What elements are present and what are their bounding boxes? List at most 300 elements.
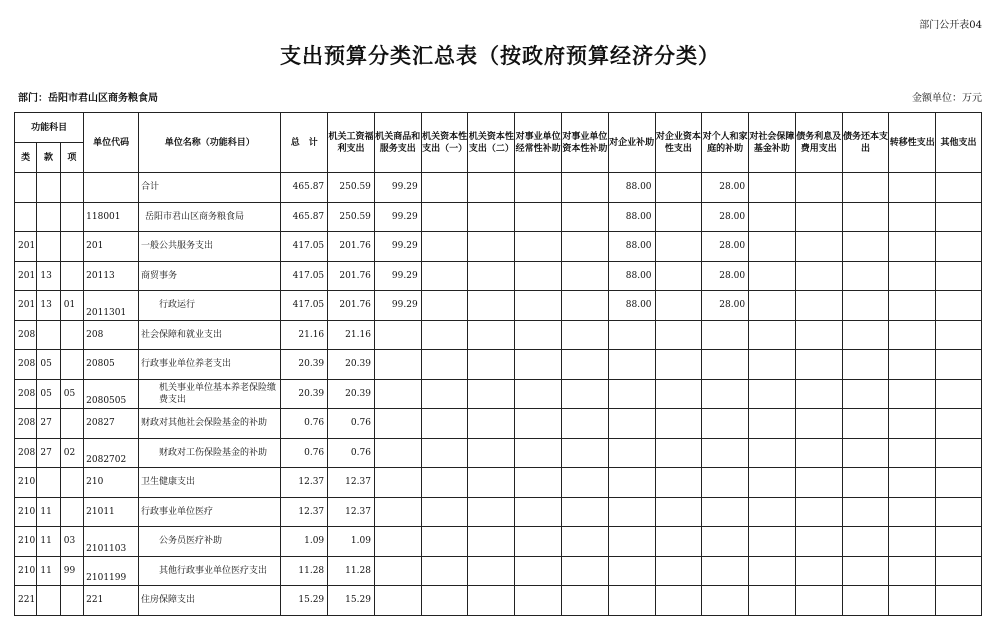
amount-cell xyxy=(655,409,702,439)
unit-code-cell: 210 xyxy=(84,468,139,498)
amount-cell xyxy=(421,173,468,203)
amount-cell xyxy=(515,497,562,527)
amount-cell xyxy=(889,291,936,321)
amount-cell: 88.00 xyxy=(608,291,655,321)
amount-cell xyxy=(842,438,889,468)
unit-code-cell: 201 xyxy=(84,232,139,262)
amount-cell xyxy=(515,586,562,616)
table-row xyxy=(15,527,982,557)
total-cell: 1.09 xyxy=(281,527,328,557)
table-row xyxy=(15,350,982,380)
kuan-cell: 05 xyxy=(37,350,60,380)
amount-cell xyxy=(702,586,749,616)
amount-cell xyxy=(842,261,889,291)
unit-name-cell: 社会保障和就业支出 xyxy=(139,320,281,350)
amount-cell xyxy=(749,261,796,291)
unit-name-cell: 财政对其他社会保险基金的补助 xyxy=(139,409,281,439)
amount-cell xyxy=(655,320,702,350)
amount-cell: 201.76 xyxy=(328,232,375,262)
amount-cell xyxy=(421,350,468,380)
amount-cell xyxy=(374,438,421,468)
amount-cell xyxy=(936,556,982,586)
amount-cell xyxy=(421,497,468,527)
amount-cell xyxy=(889,261,936,291)
amount-cell xyxy=(795,202,842,232)
amount-cell xyxy=(561,232,608,262)
xiang-cell xyxy=(60,409,83,439)
unit-code-cell: 20805 xyxy=(84,350,139,380)
expenditure-summary-table xyxy=(14,112,982,616)
kuan-header: 款 xyxy=(37,143,60,173)
unit-name-cell: 行政运行 xyxy=(139,291,281,321)
amount-cell xyxy=(421,586,468,616)
total-cell: 21.16 xyxy=(281,320,328,350)
col-header: 对社会保障基金补助 xyxy=(749,113,796,173)
amount-cell xyxy=(468,438,515,468)
amount-cell: 250.59 xyxy=(328,202,375,232)
total-cell: 0.76 xyxy=(281,409,328,439)
total-cell: 0.76 xyxy=(281,438,328,468)
amount-cell xyxy=(936,468,982,498)
col-header: 债务利息及费用支出 xyxy=(795,113,842,173)
amount-cell xyxy=(468,497,515,527)
amount-cell xyxy=(702,556,749,586)
amount-cell xyxy=(561,261,608,291)
amount-cell xyxy=(795,261,842,291)
amount-cell xyxy=(468,379,515,409)
amount-cell xyxy=(889,527,936,557)
xiang-cell xyxy=(60,173,83,203)
amount-cell xyxy=(468,527,515,557)
amount-cell xyxy=(655,202,702,232)
amount-cell xyxy=(421,438,468,468)
unit-code-cell: 118001 xyxy=(84,202,139,232)
amount-cell xyxy=(795,379,842,409)
amount-cell xyxy=(889,468,936,498)
unit-code-cell: 20827 xyxy=(84,409,139,439)
total-cell: 20.39 xyxy=(281,350,328,380)
amount-cell xyxy=(374,379,421,409)
unit-code-cell: 221 xyxy=(84,586,139,616)
table-row xyxy=(15,173,982,203)
table-row xyxy=(15,438,982,468)
amount-cell xyxy=(795,468,842,498)
amount-cell xyxy=(936,291,982,321)
amount-cell xyxy=(702,468,749,498)
unit-name-cell: 行政事业单位养老支出 xyxy=(139,350,281,380)
kuan-cell: 13 xyxy=(37,291,60,321)
amount-cell xyxy=(749,438,796,468)
amount-cell xyxy=(889,586,936,616)
total-cell: 417.05 xyxy=(281,291,328,321)
amount-cell xyxy=(936,586,982,616)
amount-cell xyxy=(561,586,608,616)
amount-cell xyxy=(374,497,421,527)
lei-cell: 210 xyxy=(15,497,37,527)
amount-cell xyxy=(608,409,655,439)
amount-cell xyxy=(795,232,842,262)
amount-cell xyxy=(608,586,655,616)
kuan-cell: 05 xyxy=(37,379,60,409)
total-cell: 12.37 xyxy=(281,468,328,498)
amount-cell xyxy=(842,350,889,380)
kuan-cell xyxy=(37,202,60,232)
amount-cell xyxy=(561,350,608,380)
amount-cell xyxy=(468,173,515,203)
amount-cell xyxy=(515,438,562,468)
amount-cell xyxy=(702,320,749,350)
amount-cell xyxy=(608,438,655,468)
col-header: 机关商品和服务支出 xyxy=(374,113,421,173)
amount-cell xyxy=(655,527,702,557)
amount-cell xyxy=(515,468,562,498)
amount-cell xyxy=(749,232,796,262)
amount-cell: 28.00 xyxy=(702,291,749,321)
amount-cell xyxy=(655,291,702,321)
lei-cell: 208 xyxy=(15,350,37,380)
lei-cell: 201 xyxy=(15,291,37,321)
lei-cell: 201 xyxy=(15,261,37,291)
total-cell: 417.05 xyxy=(281,232,328,262)
lei-cell: 210 xyxy=(15,468,37,498)
amount-cell xyxy=(749,409,796,439)
amount-cell xyxy=(374,586,421,616)
amount-cell xyxy=(561,409,608,439)
table-row xyxy=(15,261,982,291)
amount-cell xyxy=(795,527,842,557)
table-row xyxy=(15,586,982,616)
amount-cell xyxy=(421,556,468,586)
amount-cell xyxy=(936,232,982,262)
amount-cell xyxy=(749,173,796,203)
amount-cell xyxy=(421,379,468,409)
kuan-cell: 27 xyxy=(37,438,60,468)
amount-cell: 0.76 xyxy=(328,438,375,468)
unit-code-cell: 2082702 xyxy=(84,438,139,468)
amount-cell xyxy=(795,438,842,468)
col-header: 对个人和家庭的补助 xyxy=(702,113,749,173)
table-body xyxy=(15,173,982,616)
col-header: 机关资本性支出（二） xyxy=(468,113,515,173)
unit-code-cell: 21011 xyxy=(84,497,139,527)
total-cell: 11.28 xyxy=(281,556,328,586)
amount-cell xyxy=(421,232,468,262)
amount-cell xyxy=(795,586,842,616)
unit-code-cell: 2080505 xyxy=(84,379,139,409)
col-header: 其他支出 xyxy=(936,113,982,173)
amount-cell xyxy=(702,497,749,527)
xiang-header: 项 xyxy=(60,143,83,173)
table-row xyxy=(15,232,982,262)
amount-cell xyxy=(374,468,421,498)
amount-cell xyxy=(561,202,608,232)
col-header: 对企业补助 xyxy=(608,113,655,173)
amount-cell xyxy=(749,202,796,232)
amount-cell xyxy=(468,261,515,291)
lei-cell: 208 xyxy=(15,320,37,350)
amount-cell: 12.37 xyxy=(328,497,375,527)
amount-cell xyxy=(842,468,889,498)
unit-name-cell: 财政对工伤保险基金的补助 xyxy=(139,438,281,468)
kuan-cell: 11 xyxy=(37,556,60,586)
amount-cell xyxy=(749,350,796,380)
amount-cell xyxy=(936,350,982,380)
kuan-cell: 11 xyxy=(37,497,60,527)
amount-cell xyxy=(655,261,702,291)
amount-cell xyxy=(702,409,749,439)
unit-name-header: 单位名称（功能科目） xyxy=(139,113,281,173)
total-header: 总 计 xyxy=(281,113,328,173)
amount-cell xyxy=(515,527,562,557)
amount-cell xyxy=(889,497,936,527)
unit-name-cell: 机关事业单位基本养老保险缴费支出 xyxy=(139,379,281,409)
form-number: 部门公开表04 xyxy=(919,20,982,31)
amount-cell: 11.28 xyxy=(328,556,375,586)
amount-cell xyxy=(468,291,515,321)
col-header: 对事业单位经常性补助 xyxy=(515,113,562,173)
amount-cell xyxy=(889,173,936,203)
amount-cell xyxy=(561,438,608,468)
col-header: 对事业单位资本性补助 xyxy=(561,113,608,173)
unit-name-cell: 其他行政事业单位医疗支出 xyxy=(139,556,281,586)
amount-cell xyxy=(515,261,562,291)
amount-cell xyxy=(655,586,702,616)
amount-cell: 99.29 xyxy=(374,291,421,321)
amount-cell xyxy=(374,527,421,557)
amount-cell: 250.59 xyxy=(328,173,375,203)
amount-cell xyxy=(561,379,608,409)
amount-cell: 201.76 xyxy=(328,261,375,291)
kuan-cell xyxy=(37,468,60,498)
xiang-cell: 03 xyxy=(60,527,83,557)
amount-cell xyxy=(936,438,982,468)
amount-cell xyxy=(889,232,936,262)
amount-cell xyxy=(421,468,468,498)
amount-cell xyxy=(749,497,796,527)
amount-cell: 12.37 xyxy=(328,468,375,498)
total-cell: 465.87 xyxy=(281,173,328,203)
amount-cell: 88.00 xyxy=(608,202,655,232)
amount-cell xyxy=(842,379,889,409)
kuan-cell xyxy=(37,586,60,616)
amount-cell xyxy=(889,350,936,380)
amount-cell xyxy=(795,291,842,321)
xiang-cell xyxy=(60,232,83,262)
amount-cell: 201.76 xyxy=(328,291,375,321)
amount-cell xyxy=(795,320,842,350)
kuan-cell xyxy=(37,320,60,350)
table-row xyxy=(15,379,982,409)
amount-cell xyxy=(749,379,796,409)
amount-cell xyxy=(655,556,702,586)
amount-cell xyxy=(936,527,982,557)
amount-cell: 88.00 xyxy=(608,261,655,291)
col-header: 机关工资福利支出 xyxy=(328,113,375,173)
amount-cell xyxy=(842,320,889,350)
unit-code-header: 单位代码 xyxy=(84,113,139,173)
amount-cell xyxy=(842,586,889,616)
amount-cell xyxy=(936,409,982,439)
amount-cell xyxy=(655,350,702,380)
amount-cell xyxy=(561,320,608,350)
kuan-cell: 27 xyxy=(37,409,60,439)
amount-cell xyxy=(702,350,749,380)
lei-cell: 208 xyxy=(15,409,37,439)
amount-cell xyxy=(374,409,421,439)
amount-cell xyxy=(421,320,468,350)
amount-cell xyxy=(655,438,702,468)
amount-cell xyxy=(842,409,889,439)
amount-cell xyxy=(374,350,421,380)
page-title: 支出预算分类汇总表（按政府预算经济分类） xyxy=(280,44,720,68)
amount-cell xyxy=(889,556,936,586)
amount-cell xyxy=(936,261,982,291)
amount-cell xyxy=(421,261,468,291)
amount-cell xyxy=(515,202,562,232)
amount-cell xyxy=(515,409,562,439)
amount-cell xyxy=(749,556,796,586)
unit-name-cell: 一般公共服务支出 xyxy=(139,232,281,262)
amount-cell xyxy=(655,173,702,203)
lei-cell: 210 xyxy=(15,527,37,557)
amount-cell xyxy=(936,379,982,409)
amount-cell: 99.29 xyxy=(374,202,421,232)
amount-cell xyxy=(795,556,842,586)
amount-cell xyxy=(468,586,515,616)
amount-cell xyxy=(842,527,889,557)
amount-cell xyxy=(561,468,608,498)
kuan-cell xyxy=(37,232,60,262)
amount-cell: 99.29 xyxy=(374,261,421,291)
table-row xyxy=(15,497,982,527)
amount-cell xyxy=(702,379,749,409)
unit-code-cell: 2011301 xyxy=(84,291,139,321)
amount-unit-label: 金额单位：万元 xyxy=(912,93,982,104)
amount-cell: 20.39 xyxy=(328,350,375,380)
amount-cell xyxy=(515,320,562,350)
table-row xyxy=(15,468,982,498)
amount-cell xyxy=(515,232,562,262)
amount-cell xyxy=(468,556,515,586)
total-cell: 15.29 xyxy=(281,586,328,616)
amount-cell xyxy=(515,350,562,380)
amount-cell xyxy=(468,232,515,262)
kuan-cell xyxy=(37,173,60,203)
amount-cell xyxy=(889,320,936,350)
total-cell: 417.05 xyxy=(281,261,328,291)
unit-name-cell: 合计 xyxy=(139,173,281,203)
amount-cell xyxy=(795,173,842,203)
lei-cell xyxy=(15,202,37,232)
xiang-cell xyxy=(60,320,83,350)
xiang-cell xyxy=(60,468,83,498)
lei-cell: 208 xyxy=(15,379,37,409)
xiang-cell xyxy=(60,586,83,616)
amount-cell xyxy=(468,320,515,350)
amount-cell xyxy=(842,202,889,232)
amount-cell xyxy=(608,350,655,380)
func-subject-header: 功能科目 xyxy=(15,113,84,143)
col-header: 对企业资本性支出 xyxy=(655,113,702,173)
xiang-cell: 01 xyxy=(60,291,83,321)
kuan-cell: 11 xyxy=(37,527,60,557)
table-row xyxy=(15,320,982,350)
table-row xyxy=(15,291,982,321)
amount-cell xyxy=(936,497,982,527)
amount-cell xyxy=(702,527,749,557)
amount-cell xyxy=(936,320,982,350)
amount-cell xyxy=(749,320,796,350)
kuan-cell: 13 xyxy=(37,261,60,291)
amount-cell xyxy=(655,468,702,498)
lei-header: 类 xyxy=(15,143,37,173)
amount-cell xyxy=(515,291,562,321)
amount-cell: 15.29 xyxy=(328,586,375,616)
total-cell: 12.37 xyxy=(281,497,328,527)
amount-cell xyxy=(374,320,421,350)
col-header: 转移性支出 xyxy=(889,113,936,173)
total-cell: 465.87 xyxy=(281,202,328,232)
amount-cell xyxy=(842,291,889,321)
amount-cell xyxy=(608,556,655,586)
unit-name-cell: 商贸事务 xyxy=(139,261,281,291)
amount-cell xyxy=(608,379,655,409)
amount-cell xyxy=(608,497,655,527)
amount-cell: 1.09 xyxy=(328,527,375,557)
unit-code-cell: 2101103 xyxy=(84,527,139,557)
amount-cell: 88.00 xyxy=(608,232,655,262)
amount-cell xyxy=(374,556,421,586)
unit-name-cell: 住房保障支出 xyxy=(139,586,281,616)
unit-code-cell: 2101199 xyxy=(84,556,139,586)
amount-cell xyxy=(655,379,702,409)
amount-cell xyxy=(608,320,655,350)
amount-cell xyxy=(702,438,749,468)
amount-cell xyxy=(515,379,562,409)
lei-cell: 201 xyxy=(15,232,37,262)
department-label: 部门：岳阳市君山区商务粮食局 xyxy=(18,93,158,104)
amount-cell xyxy=(842,556,889,586)
col-header: 机关资本性支出（一） xyxy=(421,113,468,173)
unit-name-cell: 行政事业单位医疗 xyxy=(139,497,281,527)
unit-code-cell: 20113 xyxy=(84,261,139,291)
amount-cell: 28.00 xyxy=(702,202,749,232)
xiang-cell: 02 xyxy=(60,438,83,468)
amount-cell xyxy=(655,232,702,262)
amount-cell xyxy=(561,497,608,527)
amount-cell xyxy=(842,173,889,203)
amount-cell xyxy=(889,379,936,409)
amount-cell xyxy=(561,527,608,557)
amount-cell xyxy=(608,468,655,498)
amount-cell: 88.00 xyxy=(608,173,655,203)
xiang-cell xyxy=(60,202,83,232)
amount-cell xyxy=(608,527,655,557)
lei-cell xyxy=(15,173,37,203)
unit-name-cell: 岳阳市君山区商务粮食局 xyxy=(139,202,281,232)
lei-cell: 221 xyxy=(15,586,37,616)
amount-cell xyxy=(421,409,468,439)
amount-cell xyxy=(468,468,515,498)
amount-cell xyxy=(795,409,842,439)
xiang-cell xyxy=(60,497,83,527)
table-row xyxy=(15,409,982,439)
amount-cell: 28.00 xyxy=(702,232,749,262)
unit-code-cell: 208 xyxy=(84,320,139,350)
amount-cell xyxy=(936,173,982,203)
amount-cell xyxy=(421,527,468,557)
amount-cell xyxy=(515,173,562,203)
